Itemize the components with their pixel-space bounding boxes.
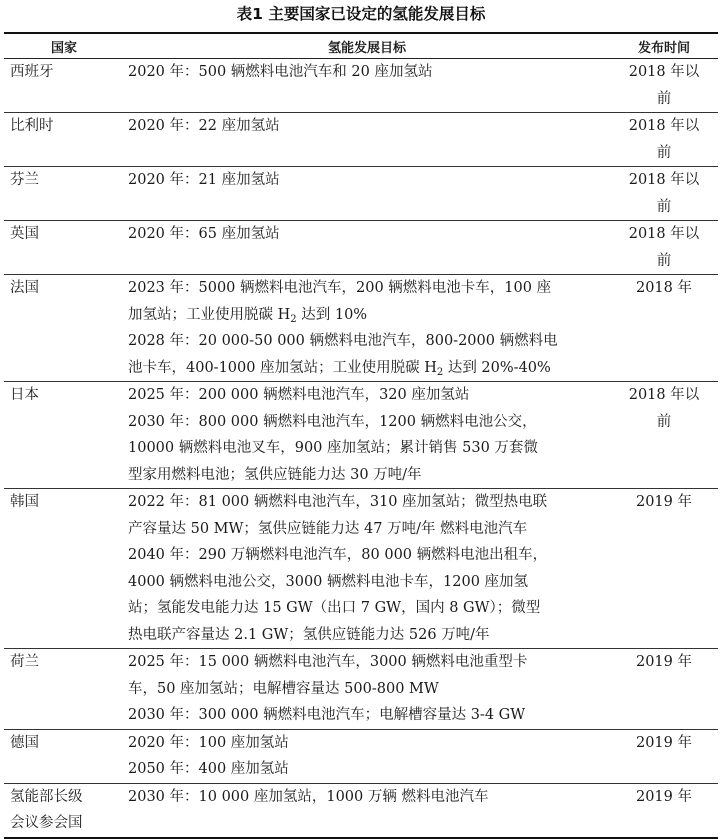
table-row [4,113,718,167]
table-row [4,649,718,730]
date-cell [610,167,718,221]
target-line: 2023 年：5000 辆燃料电池汽车，200 辆燃料电池卡车，100 座 [128,280,552,296]
date-text: 2019 年 [635,788,692,805]
date-text: 2018 年以 [628,226,700,242]
target-line: 2020 年：65 座加氢站 [128,226,280,242]
country-cell [4,167,124,221]
table-row [4,59,718,113]
country-cell [4,783,124,838]
date-cell [610,729,718,783]
country-name: 法国 [10,280,39,296]
country-name: 日本 [10,387,39,403]
target-line: 2025 年：200 000 辆燃料电池汽车，320 座加氢站 [128,387,470,403]
table-row [4,275,718,382]
header-country: 国家 [50,40,77,56]
country-name: 德国 [10,734,39,751]
subscript: 2 [436,366,444,378]
country-cell [4,221,124,275]
target-line: 2050 年：400 座加氢站 [128,761,289,777]
table-row [4,783,718,838]
country-cell [4,382,124,489]
date-cell [610,221,718,275]
date-cell [610,783,718,838]
date-cell [610,382,718,489]
header-target: 氢能发展目标 [327,40,406,56]
country-cell [4,59,124,113]
date-text: 前 [656,198,672,215]
country-name: 会议参会国 [10,815,83,831]
country-name: 芬兰 [10,172,39,188]
target-cell [124,382,610,489]
date-text: 前 [656,90,672,107]
table-row [4,729,718,783]
country-cell [4,729,124,783]
table-row [4,489,718,649]
target-cell [124,729,610,783]
target-cell [124,113,610,167]
table-row [4,382,718,489]
country-name: 比利时 [10,118,54,134]
target-line: 型家用燃料电池；氢供应链能力达 30 万吨/年 [128,466,422,483]
target-cell [124,167,610,221]
target-line: 2022 年：81 000 辆燃料电池汽车，310 座加氢站；微型热电联 [128,494,548,510]
target-line: 车，50 座加氢站；电解槽容量达 500-800 MW [128,680,439,697]
country-name: 韩国 [10,494,39,510]
target-line: 加氢站；工业使用脱碳 $H_2$ 达到 10% [128,306,368,325]
date-text: 2018 年以 [628,172,700,188]
date-cell [610,59,718,113]
target-line: 2020 年：22 座加氢站 [128,118,280,134]
date-cell [610,113,718,167]
date-text: 前 [656,413,672,430]
target-cell [124,275,610,382]
country-cell [4,113,124,167]
target-line: 2028 年：20 000-50 000 辆燃料电池汽车，800-2000 辆燃料电 [128,333,558,349]
date-text: 2018 年以 [628,387,700,403]
subscript: 2 [290,313,297,325]
date-text: 2018 年 [635,280,692,296]
target-line: 4000 辆燃料电池公交，3000 辆燃料电池卡车，1200 座加氢 [128,573,529,590]
country-name: 英国 [10,226,39,242]
target-cell [124,59,610,113]
country-name: 荷兰 [10,654,39,670]
header-date: 发布时间 [637,40,690,56]
target-line: 10000 辆燃料电池叉车，900 座加氢站；累计销售 530 万套微 [128,440,538,456]
date-cell [610,489,718,649]
date-text: 2019 年 [635,494,692,510]
date-text: 前 [656,144,672,161]
target-line: 2030 年：300 000 辆燃料电池汽车；电解槽容量达 3-4 GW [128,707,526,723]
country-cell [4,649,124,730]
target-line: 2030 年：800 000 辆燃料电池汽车，1200 辆燃料电池公交， [128,413,537,430]
date-text: 2018 年以 [628,118,700,134]
target-line: 2020 年：21 座加氢站 [128,172,280,188]
target-cell [124,221,610,275]
target-line: 2040 年：290 万辆燃料电池汽车，80 000 辆燃料电池出租车， [128,547,548,563]
target-line: 热电联产容量达 2.1 GW；氢供应链能力达 526 万吨/年 [128,626,490,643]
country-cell [4,489,124,649]
table-body [4,59,718,838]
target-cell [124,649,610,730]
target-line: 2030 年：10 000 座加氢站，1000 万辆 燃料电池汽车 [128,788,489,805]
date-text: 2018 年以 [628,64,700,80]
target-line: 产容量达 50 MW；氢供应链能力达 47 万吨/年 燃料电池汽车 [128,520,528,537]
target-line: 站；氢能发电能力达 15 GW（出口 7 GW，国内 8 GW）；微型 [128,600,541,616]
table-row [4,167,718,221]
country-name: 氢能部长级 [10,788,83,805]
table-title: 表1 主要国家已设定的氢能发展目标 [236,5,486,23]
date-text: 前 [656,252,672,269]
country-name: 西班牙 [10,64,54,80]
target-line: 2020 年：100 座加氢站 [128,734,289,751]
hydrogen-targets-table [4,32,718,839]
table-header-row [4,33,718,59]
date-cell [610,275,718,382]
date-text: 2019 年 [635,734,692,751]
target-cell [124,489,610,649]
date-cell [610,649,718,730]
target-line: 池卡车，400-1000 座加氢站；工业使用脱碳 $H_2$ 达到 20%-40% [128,359,551,378]
target-line: 2025 年：15 000 辆燃料电池汽车，3000 辆燃料电池重型卡 [128,654,528,670]
target-line: 2020 年：500 辆燃料电池汽车和 20 座加氢站 [128,64,433,80]
table-row [4,221,718,275]
target-cell [124,783,610,838]
country-cell [4,275,124,382]
date-text: 2019 年 [635,654,692,670]
